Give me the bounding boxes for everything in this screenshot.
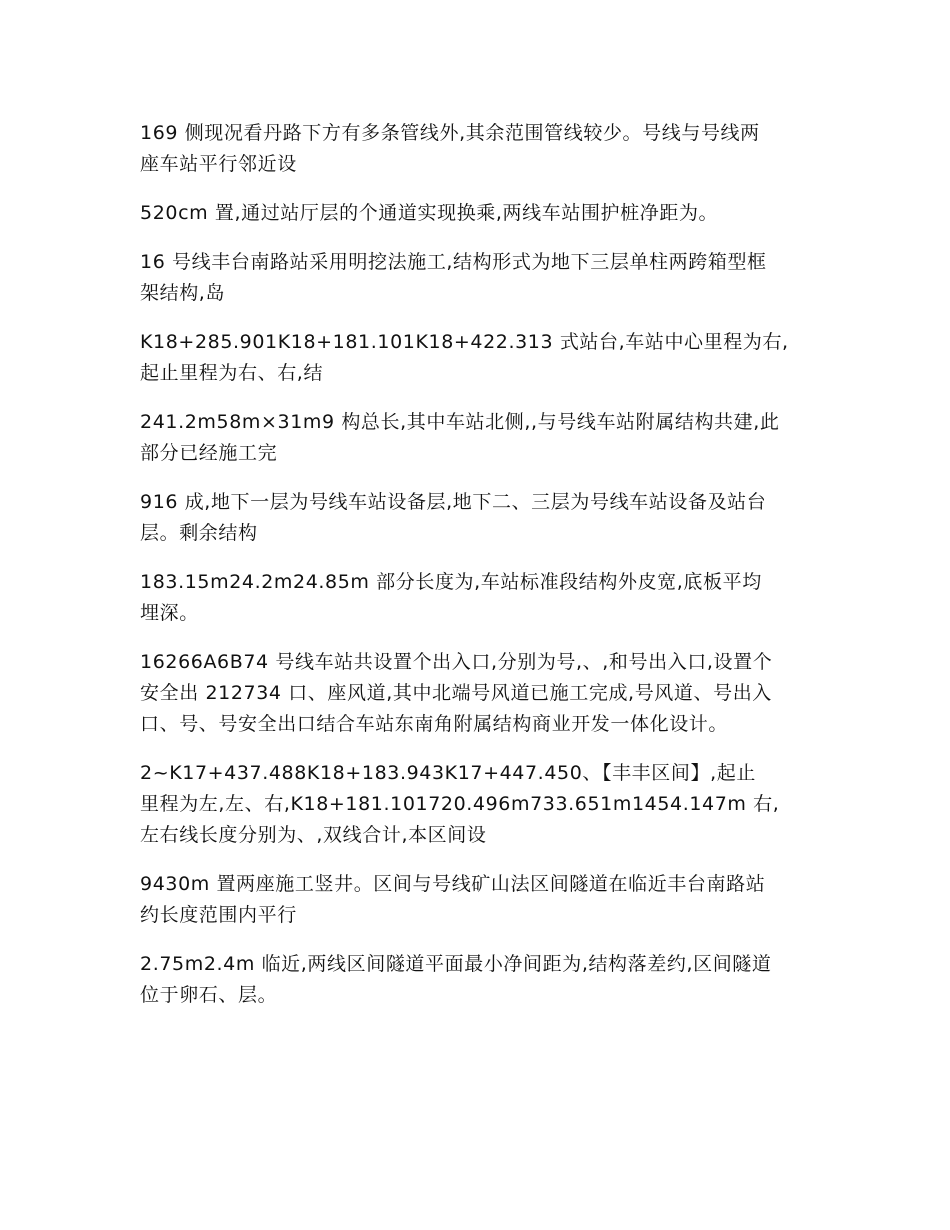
paragraph-5: 241.2m58m×31m9 构总长,其中车站北侧,,与号线车站附属结构共建,此 部分已经施工完 xyxy=(140,411,780,464)
paragraph-6: 916 成,地下一层为号线车站设备层,地下二、三层为号线车站设备及站台 层。剩余结构 xyxy=(140,491,767,544)
document-body xyxy=(140,118,820,1029)
paragraph-7: 183.15m24.2m24.85m 部分长度为,车站标准段结构外皮宽,底板平均 埋深。 xyxy=(140,571,762,624)
paragraph-4: K18+285.901K18+181.101K18+422.313 式站台,车站中心里程为右, 起止里程为右、右,结 xyxy=(140,331,789,384)
paragraph-8: 16266A6B74 号线车站共设置个出入口,分别为号,、,和号出入口,设置个 安全出 212734 口、座风道,其中北端号风道已施工完成,号风道、号出入 口、号、号安全出口结合车站东南角附属结构商业开发一体化设计。 xyxy=(140,651,773,735)
paragraph-9: 2~K17+437.488K18+183.943K17+447.450、【丰丰区间】,起止 里程为左,左、右,K18+181.101720.496m733.651m1454.147m 右, 左右线长度分别为、,双线合计,本区间设 xyxy=(140,762,780,846)
paragraph-11: 2.75m2.4m 临近,两线区间隧道平面最小净间距为,结构落差约,区间隧道 位于卵石、层。 xyxy=(140,953,772,1006)
paragraph-2: 520cm 置,通过站厅层的个通道实现换乘,两线车站围护桩净距为。 xyxy=(140,202,719,224)
paragraph-10: 9430m 置两座施工竖井。区间与号线矿山法区间隧道在临近丰台南路站 约长度范围内平行 xyxy=(140,873,766,926)
paragraph-3: 16 号线丰台南路站采用明挖法施工,结构形式为地下三层单柱两跨箱型框 架结构,岛 xyxy=(140,251,767,304)
paragraph-1: 169 侧现况看丹路下方有多条管线外,其余范围管线较少。号线与号线两 座车站平行邻近设 xyxy=(140,122,760,175)
